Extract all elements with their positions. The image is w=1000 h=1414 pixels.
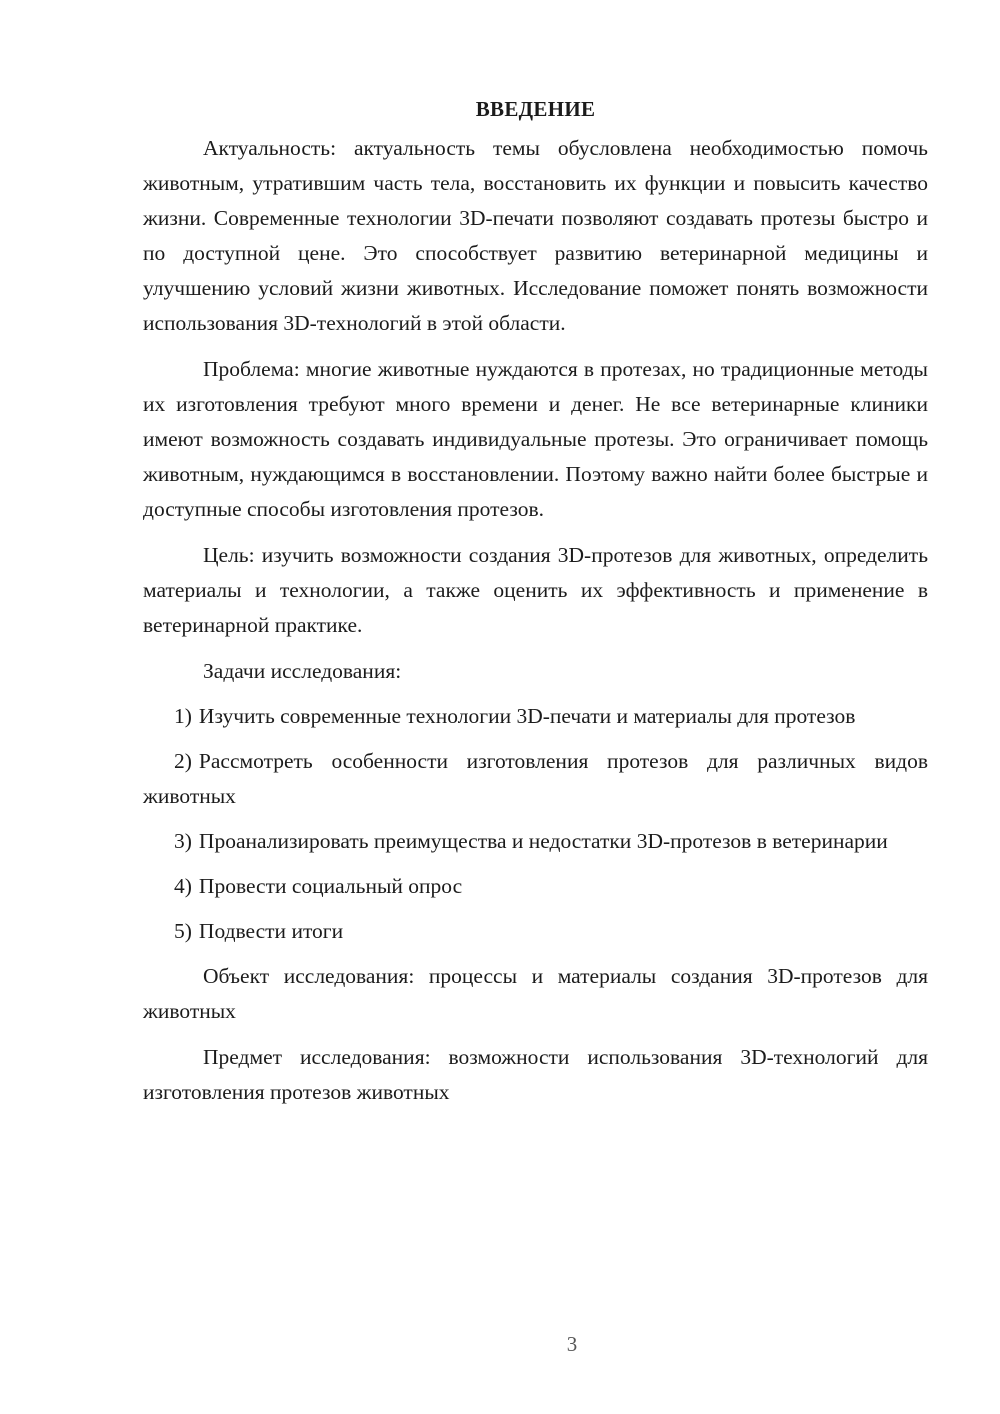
list-item (143, 824, 928, 859)
document-page (143, 92, 928, 1121)
goal-paragraph: Цель: изучить возможности создания 3D-протезов для животных, определить материалы и технологии, а также оценить их эффективность и применение в ветеринарной практике. (143, 543, 928, 637)
relevance-paragraph: Актуальность: актуальность темы обусловлена необходимостью помочь животным, утратившим часть тела, восстановить их функции и повысить качество жизни. Современные технологии 3D-печати позволяют создавать протезы быстро и по доступной цене. Это способствует развитию ветеринарной медицины и улучшению условий жизни животных. Исследование поможет понять возможности использования 3D-технологий в этой области. (143, 136, 928, 335)
object-paragraph: Объект исследования: процессы и материалы создания 3D-протезов для животных (143, 964, 928, 1023)
list-item-text: Изучить современные технологии 3D-печати и материалы для протезов (198, 704, 856, 728)
tasks-list (143, 699, 928, 949)
list-item-number: 1) (174, 704, 192, 728)
list-item-number: 4) (174, 874, 192, 898)
list-item-text: Подвести итоги (198, 919, 344, 943)
page-number: 3 (566, 1332, 578, 1356)
list-item-number: 3) (174, 829, 192, 853)
list-item (143, 699, 928, 734)
list-item-text: Проанализировать преимущества и недостатки 3D-протезов в ветеринарии (198, 829, 888, 853)
section-heading: ВВЕДЕНИЕ (475, 97, 596, 121)
problem-paragraph: Проблема: многие животные нуждаются в протезах, но традиционные методы их изготовления требуют много времени и денег. Не все ветеринарные клиники имеют возможность создавать индивидуальные протезы. Это ограничивает помощь животным, нуждающимся в восстановлении. Поэтому важно найти более быстрые и доступные способы изготовления протезов. (143, 357, 928, 521)
list-item-number: 2) (174, 749, 192, 773)
tasks-title: Задачи исследования: (203, 659, 402, 683)
list-item (143, 869, 928, 904)
list-item-number: 5) (174, 919, 192, 943)
list-item (143, 744, 928, 814)
list-item-text: Провести социальный опрос (198, 874, 463, 898)
list-item (143, 914, 928, 949)
list-item-text: Рассмотреть особенности изготовления протезов для различных видов животных (143, 749, 928, 808)
subject-paragraph: Предмет исследования: возможности использования 3D-технологий для изготовления протезов животных (143, 1045, 928, 1104)
